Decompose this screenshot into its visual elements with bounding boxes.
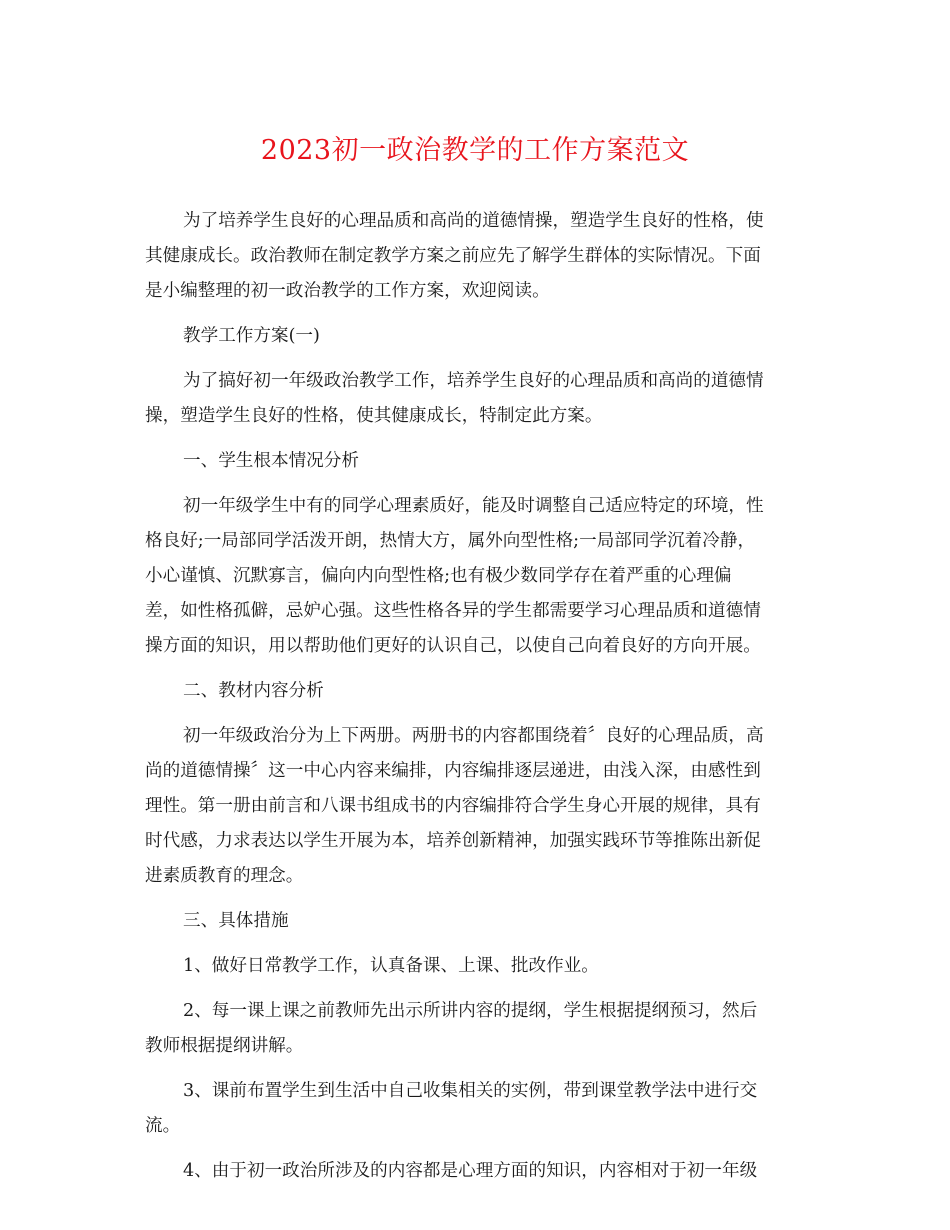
text-line: 二、教材内容分析 [183,681,324,701]
paragraph [145,204,800,309]
text-line: 格良好;一局部同学活泼开朗，热情大方，属外向型性格;一局部同学沉着冷静， [145,531,756,551]
text-line: 为了搞好初一年级政治教学工作，培养学生良好的心理品质和高尚的道德情 [183,371,764,391]
text-line: 初一年级政治分为上下两册。两册书的内容都围绕着〞良好的心理品质，高 [183,726,764,746]
list-item [145,1074,800,1144]
text-line: 是小编整理的初一政治教学的工作方案，欢迎阅读。 [145,281,550,301]
text-line: 其健康成长。政治教师在制定教学方案之前应先了解学生群体的实际情况。下面 [145,246,761,266]
text-line: 小心谨慎、沉默寡言，偏向内向型性格;也有极少数同学存在着严重的心理偏 [145,566,732,586]
section-heading [145,904,800,939]
list-item [145,994,800,1064]
text-line: 尚的道德情操〞这一中心内容来编排，内容编排逐层递进，由浅入深，由感性到 [145,761,761,781]
document-body [145,204,800,1199]
text-line: 初一年级学生中有的同学心理素质好，能及时调整自己适应特定的环境，性 [183,496,764,516]
section-heading [145,674,800,709]
text-line: 教学工作方案(一) [183,326,320,346]
text-line: 进素质教育的理念。 [145,866,304,886]
paragraph [145,719,800,894]
section-heading [145,444,800,479]
text-line: 差，如性格孤僻，忌妒心强。这些性格各异的学生都需要学习心理品质和道德情 [145,601,761,621]
text-line: 流。 [145,1116,181,1136]
document-title: 2023初一政治教学的工作方案范文 [260,135,690,166]
section-heading [145,319,800,354]
text-line: 操，塑造学生良好的性格，使其健康成长，特制定此方案。 [145,406,603,426]
text-line: 理性。第一册由前言和八课书组成书的内容编排符合学生身心开展的规律，具有 [145,796,761,816]
text-line: 1、做好日常教学工作，认真备课、上课、批改作业。 [183,956,599,976]
paragraph [145,489,800,664]
text-line: 时代感，力求表达以学生开展为本，培养创新精神，加强实践环节等推陈出新促 [145,831,761,851]
paragraph [145,364,800,434]
list-item [145,949,800,984]
text-line: 4、由于初一政治所涉及的内容都是心理方面的知识，内容相对于初一年级 [183,1161,758,1181]
text-line: 2、每一课上课之前教师先出示所讲内容的提纲，学生根据提纲预习，然后 [183,1001,758,1021]
text-line: 三、具体措施 [183,911,289,931]
text-line: 3、课前布置学生到生活中自己收集相关的实例，带到课堂教学法中进行交 [183,1081,758,1101]
list-item [145,1154,800,1189]
text-line: 为了培养学生良好的心理品质和高尚的道德情操，塑造学生良好的性格，使 [183,211,764,231]
text-line: 操方面的知识，用以帮助他们更好的认识自己，以使自己向着良好的方向开展。 [145,636,761,656]
text-line: 一、学生根本情况分析 [183,451,359,471]
text-line: 教师根据提纲讲解。 [145,1036,304,1056]
